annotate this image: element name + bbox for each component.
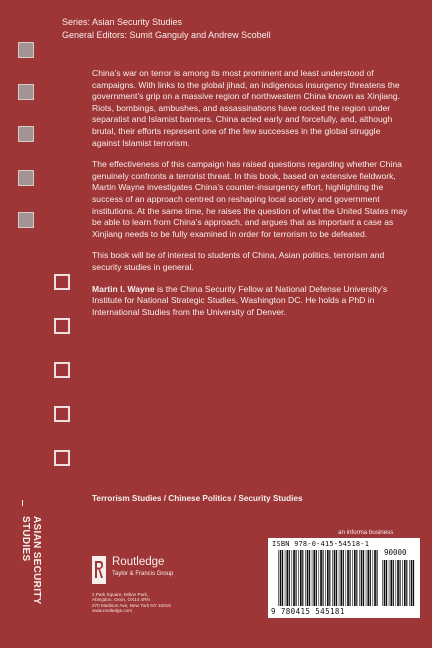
routledge-logo-icon [92, 556, 106, 584]
isbn-number: ISBN 978-0-415-54518-1 [272, 540, 370, 548]
author-name: Martin I. Wayne [92, 283, 155, 294]
series-editors: General Editors: Sumit Ganguly and Andrew Scobell [62, 29, 271, 40]
square-filled [18, 42, 34, 58]
blurb-paragraph-1: China’s war on terror is among its most prominent and least understood of campaigns. With links to the global jihad, an indigenous insurgency threatens the government’s grip on a massive region of northwestern China known as Xinjiang. Riots, bombings, ambushes, and assassinations have rocked the region under separatist and Islamist banners. China acted early and forcefully, and, although brutal, their efforts represent one of the few successes in the global struggle against Islamist terrorism. [92, 68, 400, 148]
series-title: Series: Asian Security Studies [62, 17, 183, 27]
square-outline [54, 362, 70, 378]
blurb-paragraph-3: This book will be of interest to students of China, Asian politics, terrorism and security studies in general. [92, 250, 385, 272]
address-line: 270 Madison Ave, New York NY 10016 [92, 602, 171, 608]
publisher-address [92, 592, 171, 614]
publisher-name: Routledge [112, 556, 165, 568]
ean-number: 9 780415 545181 [271, 607, 345, 616]
square-filled [18, 170, 34, 186]
square-outline [54, 450, 70, 466]
address-line: www.routledge.com [92, 608, 133, 614]
square-filled [18, 84, 34, 100]
blurb [92, 68, 408, 328]
barcode-addon-number: 90000 [384, 548, 407, 557]
publisher-group: Taylor & Francis Group [112, 571, 174, 577]
square-outline [54, 406, 70, 422]
publisher-tagline: an informa business [338, 529, 394, 536]
address-line: 2 Park Square, Milton Park, [92, 592, 149, 597]
subject-categories: Terrorism Studies / Chinese Politics / Security Studies [92, 494, 303, 503]
address-line: Abingdon, Oxon, OX14 4RN [92, 597, 150, 603]
blurb-paragraph-2: The effectiveness of this campaign has raised questions regarding whether China genuinely confronts a terrorist threat. In this book, based on extensive fieldwork, Martin Wayne investigates China’s counter-insurgency effort, highlighting the success of an approach centred on reshaping local society and government institutions. At the same time, he raises the question of what the United States may be able to learn from China’s approach, and argues that as important a case as Xinjiang needs to be fully examined in order for terrorism to be defeated. [92, 159, 408, 239]
square-filled [18, 212, 34, 228]
author-bio-text: is the China Security Fellow at National Defense University’s Institute for National Strategic Studies, Washington DC. He holds a PhD in International Studies from the University of Denver. [92, 283, 388, 317]
square-outline [54, 274, 70, 290]
spine-divider [22, 500, 23, 506]
square-outline [54, 318, 70, 334]
barcode-block [268, 538, 420, 618]
spine-series-label: ASIAN SECURITY STUDIES [20, 516, 42, 605]
barcode-addon-icon [382, 560, 416, 606]
author-bio [92, 284, 408, 319]
series-info [62, 16, 271, 41]
barcode-main-icon [278, 550, 378, 606]
square-filled [18, 126, 34, 142]
